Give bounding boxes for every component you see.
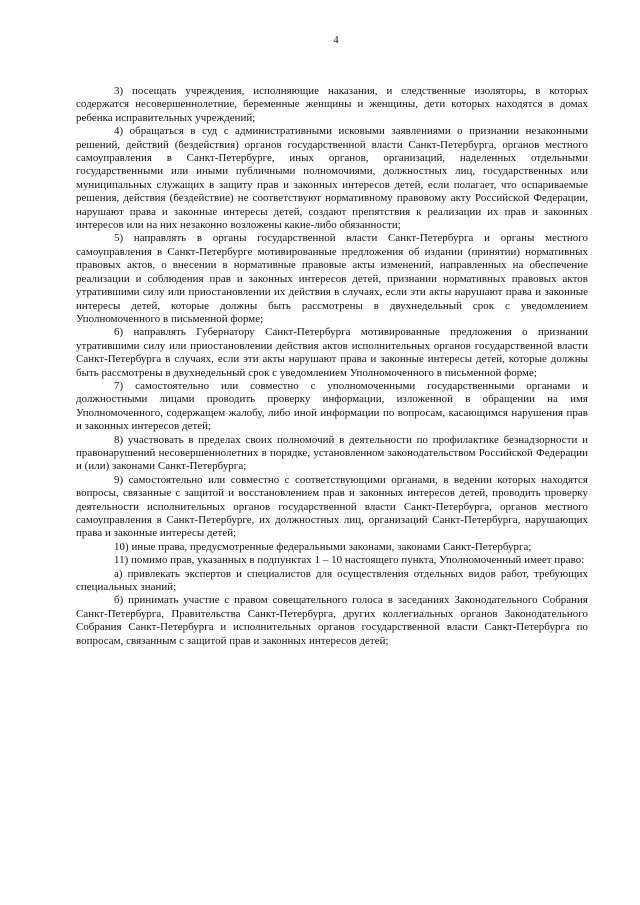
paragraph-item-5: 5) направлять в органы государственной власти Санкт-Петербурга и органы местного самоуправления в Санкт-Петербурге мотивированные предложения об издании (принятии) нормативных правовых актов, о внесении в нормативные правовые акты изменений, направленных на обеспечение реализации и соблюдения прав и законных интересов детей, признании нормативных правовых актов утратившими силу или приостановлении их действия в случаях, если эти акты нарушают права и законные интересы детей, которые должны быть рассмотрены в двухнедельный срок с уведомлением Уполномоченного в письменной форме; xyxy=(76,232,588,325)
paragraph-item-7: 7) самостоятельно или совместно с уполномоченными государственными органами и должностными лицами проводить проверку информации, изложенной в обращении на имя Уполномоченного, содержащем жалобу, либо иной информации по вопросам, касающимся нарушения прав и законных интересов детей; xyxy=(76,379,588,433)
paragraph-item-3: 3) посещать учреждения, исполняющие наказания, и следственные изоляторы, в которых содержатся несовершеннолетние, беременные женщины и женщины, дети которых находятся в домах ребенка исправительных учреждений; xyxy=(76,85,588,124)
page-number: 4 xyxy=(333,35,339,46)
paragraph-subitem-b: б) принимать участие с правом совещательного голоса в заседаниях Законодательного Собрания Санкт-Петербурга, Правительства Санкт-Петербурга, других коллегиальных органов Законодательного Собрания Санкт-Петербурга и исполнительных органов государственной власти Санкт-Петербурга по вопросам, связанным с защитой прав и законных интересов детей; xyxy=(76,594,588,647)
paragraph-item-9: 9) самостоятельно или совместно с соответствующими органами, в ведении которых находятся вопросы, связанные с защитой и восстановлением прав и законных интересов детей, проводить проверку деятельности исполнительных органов государственной власти Санкт-Петербурга, органов местного самоуправления в Санкт-Петербурге, их должностных лиц, организаций Санкт-Петербурга, нарушающих права и законные интересы детей; xyxy=(76,473,588,540)
paragraph-item-6: 6) направлять Губернатору Санкт-Петербурга мотивированные предложения о признании утратившими силу или приостановлении действия актов исполнительных органов государственной власти Санкт-Петербурга в случаях, если эти акты нарушают права и законные интересы детей, которые должны быть рассмотрены в двухнедельный срок с уведомлением Уполномоченного в письменной форме; xyxy=(76,326,588,379)
paragraph-item-10: 10) иные права, предусмотренные федеральными законами, законами Санкт-Петербурга; xyxy=(114,540,532,553)
paragraph-item-11: 11) помимо прав, указанных в подпунктах 1 – 10 настоящего пункта, Уполномоченный имеет право: xyxy=(114,554,585,567)
paragraph-item-8: 8) участвовать в пределах своих полномочий в деятельности по профилактике безнадзорности и правонарушений несовершеннолетних в порядке, установленном законодательством Российской Федерации и (или) законами Санкт-Петербурга; xyxy=(76,433,588,473)
paragraph-item-4: 4) обращаться в суд с административными исковыми заявлениями о признании незаконными решений, действий (бездействия) органов государственной власти Санкт-Петербурга, органов местного самоуправления в Санкт-Петербурге, иных органов, организаций, наделенных отдельными государственными или иными публичными полномочиями, должностных лиц, государственных или муниципальных служащих в защиту прав и законных интересов детей, если полагает, что оспариваемые решения, действия (бездействие) не соответствуют нормативному правовому акту Российской Федерации, нарушают права и законные интересы детей, создают препятствия к реализации их прав и законных интересов или на них незаконно возложены какие-либо обязанности; xyxy=(76,125,588,232)
paragraph-subitem-a: а) привлекать экспертов и специалистов для осуществления отдельных видов работ, требующих специальных знаний; xyxy=(76,567,588,594)
